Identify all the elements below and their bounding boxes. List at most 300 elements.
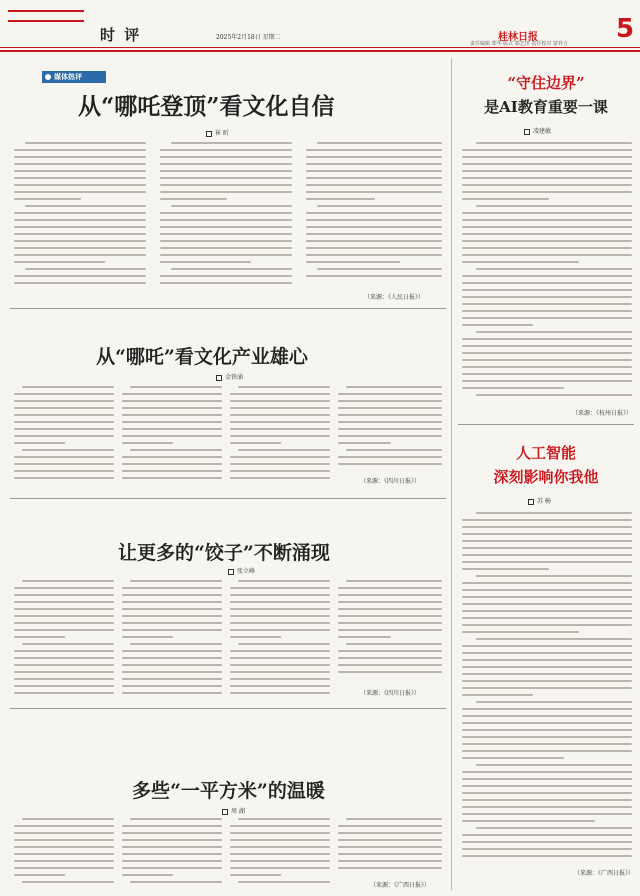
body-text-line xyxy=(338,393,442,395)
body-text-line xyxy=(14,832,114,834)
article-2-column-3 xyxy=(230,386,330,488)
body-text-line xyxy=(14,685,114,687)
body-text-line xyxy=(476,764,632,766)
body-text-line xyxy=(306,233,442,235)
body-text-line xyxy=(230,671,330,673)
body-text-line xyxy=(22,449,114,451)
body-text-line xyxy=(317,142,442,144)
body-text-line xyxy=(14,191,146,193)
body-text-line xyxy=(230,414,330,416)
right-article-2-body xyxy=(462,512,632,862)
author-marker-icon xyxy=(222,809,228,815)
body-text-line xyxy=(230,442,281,444)
body-text-line xyxy=(122,629,222,631)
body-text-line xyxy=(122,692,222,694)
body-text-line xyxy=(160,233,292,235)
body-text-line xyxy=(462,184,632,186)
body-text-line xyxy=(462,855,632,857)
body-text-line xyxy=(14,664,114,666)
body-text-line xyxy=(230,470,330,472)
body-text-line xyxy=(346,449,442,451)
body-text-line xyxy=(160,219,292,221)
article-2-column-1 xyxy=(14,386,114,488)
body-text-line xyxy=(130,580,222,582)
body-text-line xyxy=(122,671,222,673)
body-text-line xyxy=(14,692,114,694)
body-text-line xyxy=(462,519,632,521)
body-text-line xyxy=(462,373,632,375)
body-text-line xyxy=(462,736,632,738)
body-text-line xyxy=(14,463,114,465)
body-text-line xyxy=(462,715,632,717)
body-text-line xyxy=(122,477,222,479)
body-text-line xyxy=(462,212,632,214)
body-text-line xyxy=(14,212,146,214)
body-text-line xyxy=(160,212,292,214)
body-text-line xyxy=(462,296,632,298)
body-text-line xyxy=(160,247,292,249)
body-text-line xyxy=(317,205,442,207)
article-4-column-3 xyxy=(230,818,330,892)
body-text-line xyxy=(462,694,533,696)
body-text-line xyxy=(338,664,442,666)
body-text-line xyxy=(230,874,281,876)
article-3-author: 张立峰 xyxy=(228,566,255,575)
body-text-line xyxy=(462,317,632,319)
body-text-line xyxy=(14,393,114,395)
article-2-title: 从“哪吒”看文化产业雄心 xyxy=(96,346,308,368)
body-text-line xyxy=(14,240,146,242)
body-text-line xyxy=(306,198,375,200)
body-text-line xyxy=(14,254,146,256)
body-text-line xyxy=(230,678,330,680)
body-text-line xyxy=(130,449,222,451)
body-text-line xyxy=(14,587,114,589)
body-text-line xyxy=(122,470,222,472)
body-text-line xyxy=(462,771,632,773)
body-text-line xyxy=(476,512,632,514)
body-text-line xyxy=(122,846,222,848)
body-text-line xyxy=(230,825,330,827)
body-text-line xyxy=(122,650,222,652)
body-text-line xyxy=(14,601,114,603)
body-text-line xyxy=(306,275,442,277)
body-text-line xyxy=(230,608,330,610)
body-text-line xyxy=(338,594,442,596)
body-text-line xyxy=(306,184,442,186)
body-text-line xyxy=(230,407,330,409)
body-text-line xyxy=(22,386,114,388)
body-text-line xyxy=(160,191,292,193)
body-text-line xyxy=(462,561,632,563)
body-text-line xyxy=(238,643,330,645)
body-text-line xyxy=(338,825,442,827)
body-text-line xyxy=(22,643,114,645)
body-text-line xyxy=(14,407,114,409)
body-text-line xyxy=(462,610,632,612)
body-text-line xyxy=(462,533,632,535)
body-text-line xyxy=(462,149,632,151)
body-text-line xyxy=(230,636,281,638)
body-text-line xyxy=(462,170,632,172)
body-text-line xyxy=(338,657,442,659)
body-text-line xyxy=(462,191,632,193)
body-text-line xyxy=(130,881,222,883)
body-text-line xyxy=(338,636,391,638)
body-text-line xyxy=(462,778,632,780)
body-text-line xyxy=(25,142,146,144)
body-text-line xyxy=(160,240,292,242)
body-text-line xyxy=(25,205,146,207)
body-text-line xyxy=(462,233,632,235)
body-text-line xyxy=(230,685,330,687)
body-text-line xyxy=(230,594,330,596)
body-text-line xyxy=(462,568,549,570)
body-text-line xyxy=(14,442,65,444)
body-text-line xyxy=(160,226,292,228)
body-text-line xyxy=(462,526,632,528)
body-text-line xyxy=(22,881,114,883)
body-text-line xyxy=(122,664,222,666)
body-text-line xyxy=(462,596,632,598)
body-text-line xyxy=(14,261,105,263)
body-text-line xyxy=(462,820,595,822)
body-text-line xyxy=(462,366,632,368)
body-text-line xyxy=(230,456,330,458)
body-text-line xyxy=(462,261,579,263)
body-text-line xyxy=(462,254,632,256)
section-name: 时 评 xyxy=(100,26,142,44)
body-text-line xyxy=(462,841,632,843)
body-text-line xyxy=(122,832,222,834)
body-text-line xyxy=(14,860,114,862)
body-text-line xyxy=(14,594,114,596)
body-text-line xyxy=(338,832,442,834)
body-text-line xyxy=(14,435,114,437)
body-text-line xyxy=(230,839,330,841)
right-article-1-title-line-2: 是AI教育重要一课 xyxy=(484,98,608,116)
body-text-line xyxy=(230,860,330,862)
body-text-line xyxy=(238,818,330,820)
body-text-line xyxy=(230,846,330,848)
body-text-line xyxy=(122,867,222,869)
body-text-line xyxy=(14,470,114,472)
body-text-line xyxy=(14,184,146,186)
body-text-line xyxy=(462,785,632,787)
body-text-line xyxy=(462,387,564,389)
body-text-line xyxy=(14,622,114,624)
article-4-author: 周 湖 xyxy=(222,806,245,815)
body-text-line xyxy=(230,664,330,666)
article-4-title: 多些“一平方米”的温暖 xyxy=(132,780,325,802)
article-divider xyxy=(458,424,634,425)
body-text-line xyxy=(160,149,292,151)
article-1-column-1 xyxy=(14,142,146,290)
body-text-line xyxy=(171,142,292,144)
body-text-line xyxy=(476,827,632,829)
body-text-line xyxy=(14,671,114,673)
body-text-line xyxy=(230,692,330,694)
body-text-line xyxy=(230,615,330,617)
article-4-column-2 xyxy=(122,818,222,892)
body-text-line xyxy=(338,414,442,416)
body-text-line xyxy=(338,867,442,869)
body-text-line xyxy=(122,393,222,395)
right-article-1-source: （来源：《杭州日报》） xyxy=(572,410,633,417)
body-text-line xyxy=(462,540,632,542)
body-text-line xyxy=(122,839,222,841)
body-text-line xyxy=(14,867,114,869)
body-text-line xyxy=(317,268,442,270)
article-1-source: （来源：《人民日报》） xyxy=(364,294,425,301)
body-text-line xyxy=(14,456,114,458)
body-text-line xyxy=(230,629,330,631)
body-text-line xyxy=(462,729,632,731)
body-text-line xyxy=(462,680,632,682)
body-text-line xyxy=(476,394,632,396)
body-text-line xyxy=(14,657,114,659)
body-text-line xyxy=(338,587,442,589)
body-text-line xyxy=(462,687,632,689)
article-1-column-2 xyxy=(160,142,292,290)
body-text-line xyxy=(338,456,442,458)
article-3-column-1 xyxy=(14,580,114,700)
body-text-line xyxy=(14,156,146,158)
body-text-line xyxy=(230,622,330,624)
body-text-line xyxy=(171,205,292,207)
article-3-source: （来源：《四川日报》） xyxy=(360,690,421,697)
body-text-line xyxy=(338,435,442,437)
body-text-line xyxy=(122,874,173,876)
body-text-line xyxy=(230,657,330,659)
body-text-line xyxy=(462,240,632,242)
article-2-author: 金铁涌 xyxy=(216,372,243,381)
body-text-line xyxy=(462,834,632,836)
body-text-line xyxy=(462,163,632,165)
body-text-line xyxy=(306,156,442,158)
body-text-line xyxy=(462,156,632,158)
body-text-line xyxy=(122,853,222,855)
body-text-line xyxy=(462,743,632,745)
body-text-line xyxy=(122,435,222,437)
body-text-line xyxy=(230,477,330,479)
body-text-line xyxy=(462,666,632,668)
body-text-line xyxy=(160,163,292,165)
body-text-line xyxy=(462,806,632,808)
article-3-column-3 xyxy=(230,580,330,700)
body-text-line xyxy=(230,421,330,423)
author-marker-icon xyxy=(228,569,234,575)
header-rule-thick xyxy=(0,50,640,52)
article-2-column-2 xyxy=(122,386,222,488)
body-text-line xyxy=(462,380,632,382)
body-text-line xyxy=(476,268,632,270)
body-text-line xyxy=(462,554,632,556)
header-rule xyxy=(0,47,640,48)
body-text-line xyxy=(462,247,632,249)
body-text-line xyxy=(338,400,442,402)
body-text-line xyxy=(14,846,114,848)
body-text-line xyxy=(14,629,114,631)
body-text-line xyxy=(462,617,632,619)
body-text-line xyxy=(238,580,330,582)
body-text-line xyxy=(462,310,632,312)
body-text-line xyxy=(476,142,632,144)
body-text-line xyxy=(462,603,632,605)
body-text-line xyxy=(306,240,442,242)
body-text-line xyxy=(338,622,442,624)
body-text-line xyxy=(346,386,442,388)
body-text-line xyxy=(122,587,222,589)
body-text-line xyxy=(462,352,632,354)
body-text-line xyxy=(14,282,146,284)
body-text-line xyxy=(306,177,442,179)
body-text-line xyxy=(130,818,222,820)
body-text-line xyxy=(25,268,146,270)
newspaper-name: 桂林日报 xyxy=(498,32,538,43)
body-text-line xyxy=(462,750,632,752)
right-article-1-title-line-1: “守住边界” xyxy=(507,74,585,92)
right-article-1-body xyxy=(462,142,632,404)
body-text-line xyxy=(338,671,442,673)
page-header xyxy=(0,0,640,46)
article-3-column-2 xyxy=(122,580,222,700)
body-text-line xyxy=(462,275,632,277)
body-text-line xyxy=(306,163,442,165)
body-text-line xyxy=(14,608,114,610)
body-text-line xyxy=(122,825,222,827)
body-text-line xyxy=(238,386,330,388)
body-text-line xyxy=(338,407,442,409)
body-text-line xyxy=(462,624,632,626)
body-text-line xyxy=(306,254,442,256)
body-text-line xyxy=(122,428,222,430)
body-text-line xyxy=(462,792,632,794)
body-text-line xyxy=(230,650,330,652)
body-text-line xyxy=(160,261,251,263)
right-article-2-title-line-2: 深刻影响你我他 xyxy=(493,468,599,486)
body-text-line xyxy=(122,463,222,465)
body-text-line xyxy=(122,636,173,638)
body-text-line xyxy=(122,456,222,458)
body-text-line xyxy=(171,268,292,270)
body-text-line xyxy=(14,825,114,827)
body-text-line xyxy=(122,608,222,610)
body-text-line xyxy=(462,289,632,291)
body-text-line xyxy=(122,615,222,617)
body-text-line xyxy=(230,587,330,589)
body-text-line xyxy=(462,345,632,347)
body-text-line xyxy=(14,421,114,423)
body-text-line xyxy=(476,205,632,207)
body-text-line xyxy=(130,643,222,645)
body-text-line xyxy=(306,191,442,193)
body-text-line xyxy=(160,170,292,172)
body-text-line xyxy=(160,156,292,158)
body-text-line xyxy=(160,177,292,179)
body-text-line xyxy=(462,198,549,200)
body-text-line xyxy=(346,643,442,645)
body-text-line xyxy=(338,608,442,610)
body-text-line xyxy=(230,393,330,395)
article-4-source: （来源：《广西日报》） xyxy=(370,882,431,889)
body-text-line xyxy=(14,839,114,841)
body-text-line xyxy=(230,867,330,869)
body-text-line xyxy=(122,601,222,603)
body-text-line xyxy=(122,421,222,423)
body-text-line xyxy=(338,839,442,841)
body-text-line xyxy=(462,757,564,759)
body-text-line xyxy=(338,601,442,603)
right-article-2-source: （来源：《广西日报》） xyxy=(574,870,635,877)
body-text-line xyxy=(462,589,632,591)
body-text-line xyxy=(462,282,632,284)
body-text-line xyxy=(476,575,632,577)
body-text-line xyxy=(306,261,400,263)
body-text-line xyxy=(462,659,632,661)
body-text-line xyxy=(462,848,632,850)
body-text-line xyxy=(14,650,114,652)
body-text-line xyxy=(338,421,442,423)
body-text-line xyxy=(338,860,442,862)
body-text-line xyxy=(462,631,579,633)
body-text-line xyxy=(122,678,222,680)
body-text-line xyxy=(338,853,442,855)
body-text-line xyxy=(122,657,222,659)
body-text-line xyxy=(14,247,146,249)
body-text-line xyxy=(14,636,65,638)
body-text-line xyxy=(130,386,222,388)
body-text-line xyxy=(306,226,442,228)
body-text-line xyxy=(230,400,330,402)
issue-date: 2025年2月18日 星期二 xyxy=(216,34,281,41)
right-article-1-author: 凌建敏 xyxy=(524,126,551,135)
body-text-line xyxy=(122,685,222,687)
body-text-line xyxy=(22,580,114,582)
page-number: 5 xyxy=(616,14,635,44)
body-text-line xyxy=(338,650,442,652)
body-text-line xyxy=(14,233,146,235)
body-text-line xyxy=(14,275,146,277)
body-text-line xyxy=(160,282,292,284)
body-text-line xyxy=(122,442,173,444)
column-divider xyxy=(451,58,452,890)
body-text-line xyxy=(122,860,222,862)
article-divider xyxy=(10,498,446,499)
body-text-line xyxy=(160,275,292,277)
body-text-line xyxy=(230,853,330,855)
right-article-2-author: 苏 畅 xyxy=(528,496,551,505)
body-text-line xyxy=(462,359,632,361)
article-1-author: 崔 昕 xyxy=(206,128,229,137)
body-text-line xyxy=(230,435,330,437)
body-text-line xyxy=(14,149,146,151)
author-marker-icon xyxy=(216,375,222,381)
author-marker-icon xyxy=(528,499,534,505)
body-text-line xyxy=(346,818,442,820)
editor-credits: 责任编辑 郑华 版式 郭艺田 责任校对 蒙祥吉 xyxy=(470,41,568,47)
body-text-line xyxy=(338,846,442,848)
body-text-line xyxy=(14,400,114,402)
body-text-line xyxy=(462,219,632,221)
body-text-line xyxy=(338,629,442,631)
right-article-2-title-line-1: 人工智能 xyxy=(515,444,576,462)
article-3-title: 让更多的“饺子”不断涌现 xyxy=(118,542,330,564)
body-text-line xyxy=(230,832,330,834)
body-text-line xyxy=(346,580,442,582)
body-text-line xyxy=(14,163,146,165)
body-text-line xyxy=(306,247,442,249)
